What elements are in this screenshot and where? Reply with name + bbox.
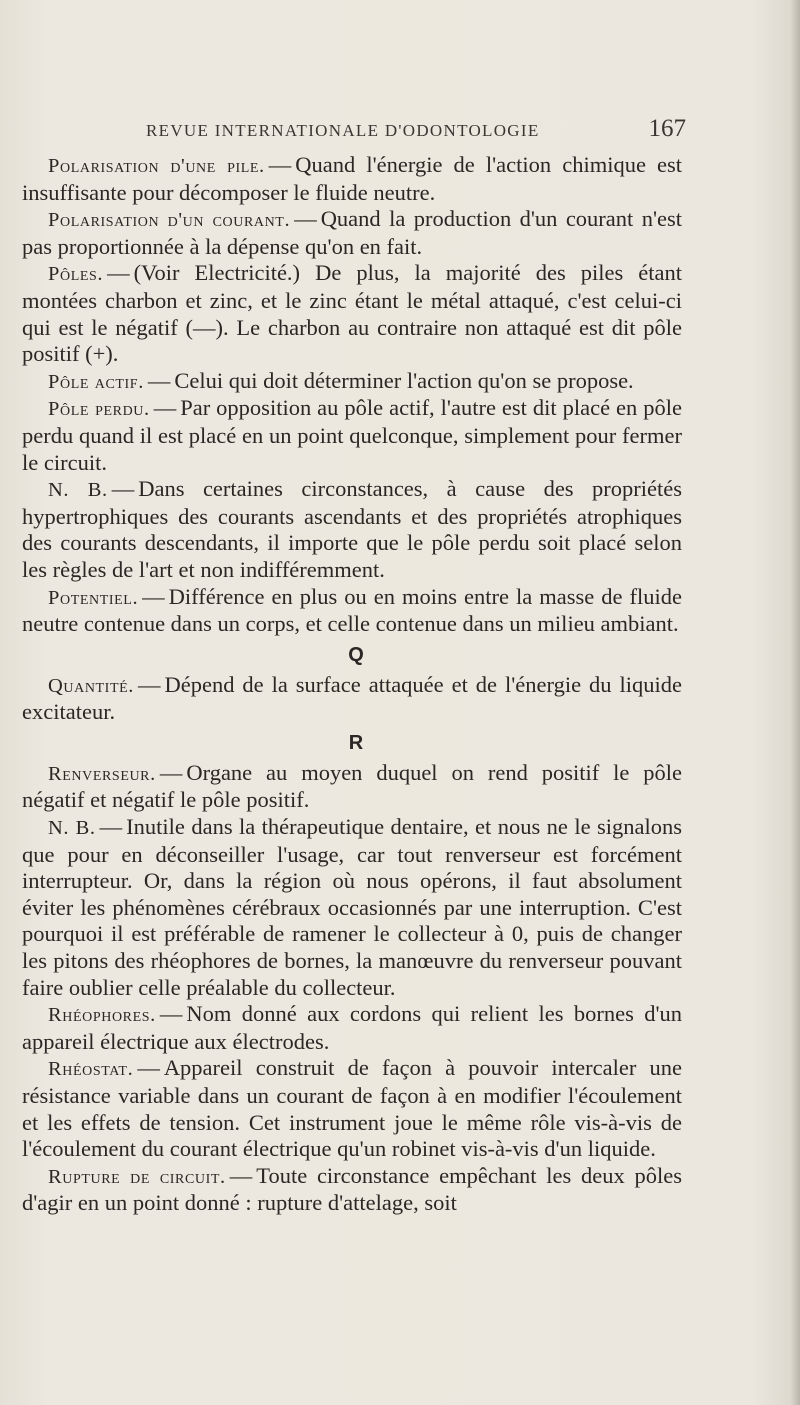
entry-term: N. B.	[48, 479, 108, 502]
entry-term: Renverseur.	[48, 762, 156, 785]
entry-definition: Inutile dans la thérapeutique dentaire, et nous ne le signalons que pour en déconseiller l'usage, car tout renverseur est forcément interrupteur. Or, dans la région où nous opérons, il faut absolument éviter les phénomènes cérébraux occasionnés par une interruption. C'est pourquoi il est préférable de ramener le collecteur à 0, puis de changer les pitons des rhéophores de bornes, la manœuvre du renverseur pouvant faire oublier celle préalable du collecteur.	[22, 814, 682, 1000]
glossary-entry	[22, 368, 682, 396]
entry-dash: —	[229, 1162, 253, 1188]
entry-definition: Quand l'énergie de l'action chimique est insuffisante pour décomposer le fluide neutre.	[22, 152, 683, 205]
entry-term: Rhéophores.	[48, 1004, 156, 1027]
glossary-entry	[22, 584, 682, 638]
entry-definition: Différence en plus ou en moins entre la masse de fluide neutre contenue dans un corps, et celle contenue dans un milieu ambiant.	[22, 583, 682, 637]
entry-definition: Par opposition au pôle actif, l'autre est dit placé en pôle perdu quand il est placé en un point quelconque, simplement pour fermer le circuit.	[22, 395, 682, 475]
entry-term: N. B.	[48, 817, 96, 840]
entry-definition: Toute circonstance empêchant les deux pôles d'agir en un point donné : rupture d'attelage, soit	[22, 1162, 682, 1216]
glossary-entry	[22, 260, 682, 367]
running-title: REVUE INTERNATIONALE D'ODONTOLOGIE	[146, 121, 540, 140]
page-number: 167	[648, 115, 686, 142]
glossary-entry	[22, 1055, 682, 1162]
entry-term: Potentiel.	[48, 586, 139, 609]
entry-definition: (Voir Electricité.) De plus, la majorité des piles étant montées charbon et zinc, et le zinc étant le métal attaqué, c'est celui-ci qui est le négatif (—). Le charbon au contraire non attaqué est dit pôle positif (+).	[22, 260, 682, 367]
entry-term: Pôles.	[48, 263, 104, 286]
entry-term: Pôle actif.	[48, 370, 144, 393]
entry-dash: —	[159, 759, 183, 785]
section-letter: R	[348, 731, 364, 754]
entry-term: Pôle perdu.	[48, 398, 150, 421]
entry-term: Quantité.	[48, 674, 134, 697]
glossary-entry	[22, 672, 682, 726]
entry-dash: —	[159, 1001, 183, 1027]
page-header	[146, 115, 686, 145]
entry-dash: —	[137, 1055, 160, 1081]
entry-term: Rupture de circuit.	[48, 1165, 226, 1188]
glossary-entry	[22, 1001, 682, 1055]
entry-definition: Organe au moyen duquel on rend positif le pôle négatif et négatif le pôle positif.	[22, 759, 682, 813]
entry-term: Rhéostat.	[48, 1058, 134, 1081]
entry-definition: Quand la production d'un courant n'est pas proportionnée à la dépense qu'on en fait.	[22, 206, 682, 259]
glossary-entry	[22, 152, 682, 206]
entry-definition: Dépend de la surface attaquée et de l'énergie du liquide excitateur.	[22, 671, 682, 725]
entry-dash: —	[294, 206, 317, 232]
entry-dash: —	[111, 476, 135, 502]
entry-definition: Nom donné aux cordons qui relient les bornes d'un appareil électrique aux électrodes.	[22, 1001, 682, 1054]
entry-dash: —	[153, 395, 177, 421]
entry-term: Polarisation d'un courant.	[48, 209, 291, 232]
glossary-entry	[22, 476, 682, 583]
entry-dash: —	[268, 152, 292, 177]
entry-term: Polarisation d'une pile.	[48, 155, 265, 177]
glossary-entry	[22, 760, 682, 814]
entry-dash: —	[137, 671, 161, 697]
entry-definition: Celui qui doit déterminer l'action qu'on se propose.	[174, 367, 634, 393]
entry-dash: —	[142, 583, 165, 609]
entry-dash: —	[99, 814, 123, 840]
glossary-entry	[22, 395, 682, 476]
glossary-entry	[22, 814, 682, 1001]
glossary-entry	[22, 206, 682, 260]
entry-definition: Dans certaines circonstances, à cause des propriétés hypertrophiques des courants ascendants et des propriétés atrophiques des courants descendants, il importe que le pôle perdu soit placé selon les règles de l'art et non indifféremment.	[22, 476, 683, 582]
section-letter: Q	[348, 643, 364, 666]
entry-dash: —	[147, 367, 171, 393]
glossary-entry	[22, 1163, 682, 1217]
page-edge	[790, 0, 800, 1405]
entry-dash: —	[107, 260, 130, 286]
entry-definition: Appareil construit de façon à pouvoir intercaler une résistance variable dans un courant de façon à en modifier l'écoulement et les effets de tension. Cet instrument joue le même rôle vis-à-vis de l'écoulement du courant électrique qu'un robinet vis-à-vis d'un liquide.	[22, 1055, 682, 1162]
body-text	[22, 152, 682, 1217]
